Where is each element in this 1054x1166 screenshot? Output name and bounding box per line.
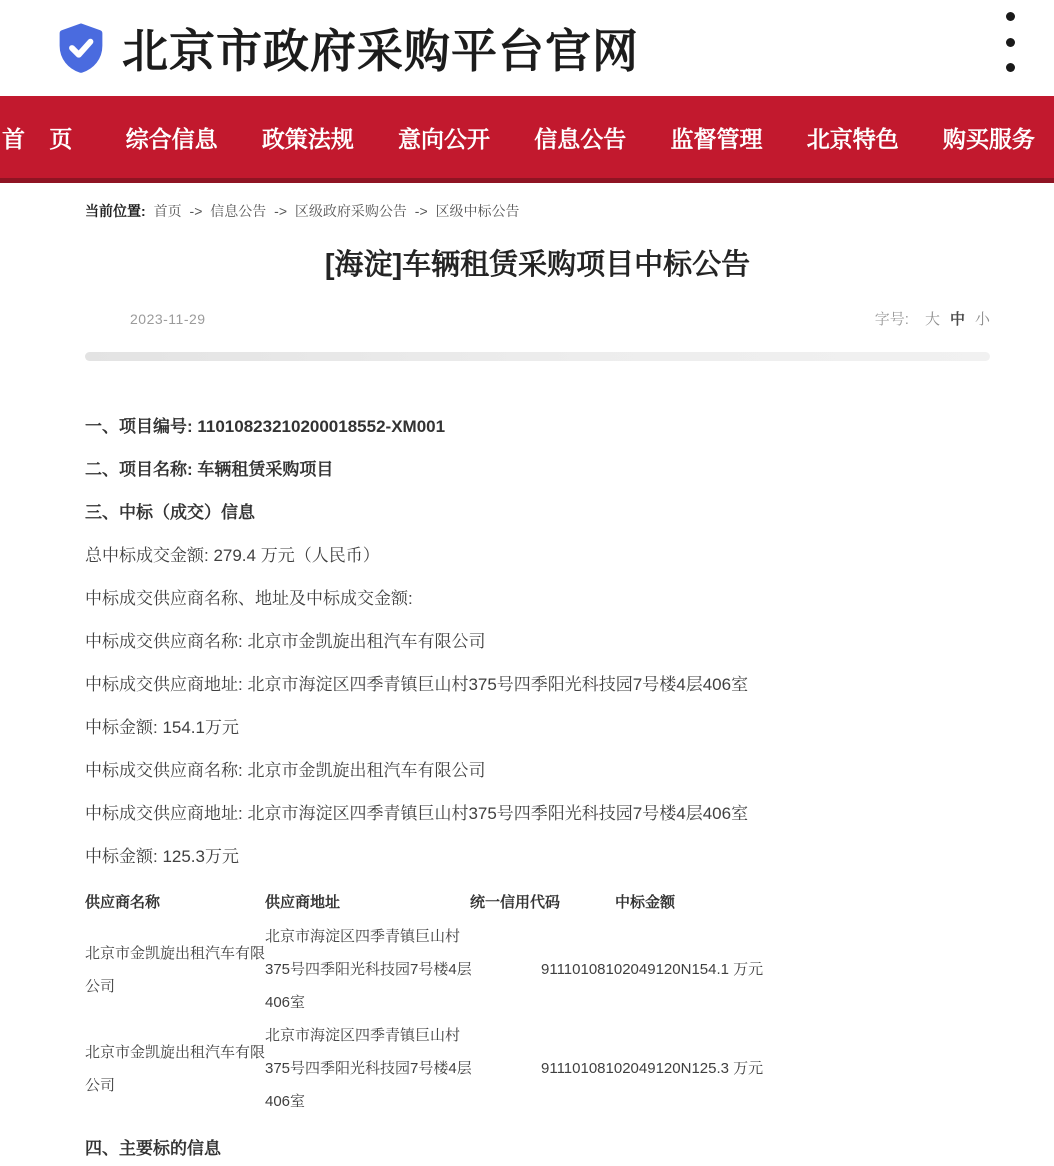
site-title: 北京市政府采购平台官网 — [122, 25, 639, 77]
nav-item-2[interactable]: 政策法规 — [261, 125, 354, 152]
article-body — [85, 361, 990, 878]
credit-code: 91110108102049120N — [541, 1060, 692, 1077]
article-paragraph-10: 中标金额: 125.3万元 — [85, 847, 239, 866]
article-paragraph-3: 总中标成交金额: 279.4 万元（人民币） — [85, 546, 380, 565]
font-size-label: 字号: — [874, 311, 909, 328]
article-title: [海淀]车辆租赁采购项目中标公告 — [324, 249, 751, 281]
breadcrumb-link-1[interactable]: 信息公告 — [210, 203, 267, 219]
section-4-heading: 四、主要标的信息 — [85, 1139, 221, 1158]
breadcrumb-link-3[interactable]: 区级中标公告 — [435, 203, 520, 219]
award-amount: 125.3 万元 — [691, 1060, 764, 1077]
article-paragraph-8: 中标成交供应商名称: 北京市金凯旋出租汽车有限公司 — [85, 761, 486, 780]
table-body — [85, 920, 990, 1118]
article-paragraph-6: 中标成交供应商地址: 北京市海淀区四季青镇巨山村375号四季阳光科技园7号楼4层406室 — [85, 675, 749, 694]
credit-code-amount-cell — [541, 953, 763, 986]
breadcrumb-label: 当前位置: — [85, 203, 146, 219]
breadcrumb-link-0[interactable]: 首页 — [153, 203, 182, 219]
supplier-address-cell: 北京市海淀区四季青镇巨山村375号四季阳光科技园7号楼4层406室 — [265, 928, 472, 1011]
article-paragraph-7: 中标金额: 154.1万元 — [85, 718, 239, 737]
font-size-control — [875, 308, 990, 329]
nav-item-5[interactable]: 监督管理 — [670, 125, 763, 152]
font-size-buttons — [919, 308, 990, 329]
supplier-table — [85, 886, 990, 1118]
app-header — [0, 0, 1054, 96]
table-col-header-2: 统一信用代码 — [470, 894, 561, 911]
article-paragraph-0: 一、项目编号: 11010823210200018552-XM001 — [85, 417, 446, 436]
nav-item-6[interactable]: 北京特色 — [806, 125, 899, 152]
credit-code-amount-cell — [541, 1052, 763, 1085]
font-size-option-1[interactable]: 中 — [949, 311, 965, 328]
supplier-name-cell: 北京市金凯旋出租汽车有限公司 — [85, 944, 266, 995]
main-nav — [0, 96, 1054, 183]
page-content — [0, 183, 1054, 1166]
table-col-header-3: 中标金额 — [615, 894, 676, 911]
kebab-menu-icon[interactable] — [998, 12, 1022, 72]
nav-item-0[interactable]: 首 页 — [2, 125, 82, 152]
nav-item-7[interactable]: 购买服务 — [942, 125, 1035, 152]
publish-date: 2023-11-29 — [130, 310, 206, 327]
article-meta — [85, 308, 990, 329]
article-paragraph-4: 中标成交供应商名称、地址及中标成交金额: — [85, 589, 413, 608]
breadcrumb-separator: -> — [270, 203, 291, 219]
table-row — [85, 1019, 990, 1118]
breadcrumb — [85, 183, 990, 221]
article-paragraph-2: 三、中标（成交）信息 — [85, 503, 255, 522]
font-size-option-2[interactable]: 小 — [974, 311, 990, 328]
table-row — [85, 920, 990, 1019]
breadcrumb-link-2[interactable]: 区级政府采购公告 — [294, 203, 407, 219]
article-paragraph-9: 中标成交供应商地址: 北京市海淀区四季青镇巨山村375号四季阳光科技园7号楼4层406室 — [85, 804, 749, 823]
article-paragraph-5: 中标成交供应商名称: 北京市金凯旋出租汽车有限公司 — [85, 632, 486, 651]
table-col-header-0: 供应商名称 — [85, 894, 161, 911]
breadcrumb-separator: -> — [410, 203, 432, 219]
credit-code: 91110108102049120N — [541, 961, 692, 978]
divider — [85, 352, 990, 361]
table-header-row — [85, 886, 990, 920]
supplier-name-cell: 北京市金凯旋出租汽车有限公司 — [85, 1043, 266, 1094]
article-paragraph-1: 二、项目名称: 车辆租赁采购项目 — [85, 460, 334, 479]
nav-item-3[interactable]: 意向公开 — [398, 125, 491, 152]
shield-check-icon — [54, 21, 108, 75]
table-col-header-1: 供应商地址 — [265, 894, 341, 911]
nav-item-4[interactable]: 信息公告 — [534, 125, 627, 152]
breadcrumb-path — [154, 203, 520, 219]
breadcrumb-separator: -> — [185, 203, 207, 219]
award-amount: 154.1 万元 — [691, 961, 764, 978]
supplier-address-cell: 北京市海淀区四季青镇巨山村375号四季阳光科技园7号楼4层406室 — [265, 1027, 472, 1110]
nav-item-1[interactable]: 综合信息 — [125, 125, 218, 152]
font-size-option-0[interactable]: 大 — [924, 311, 940, 328]
